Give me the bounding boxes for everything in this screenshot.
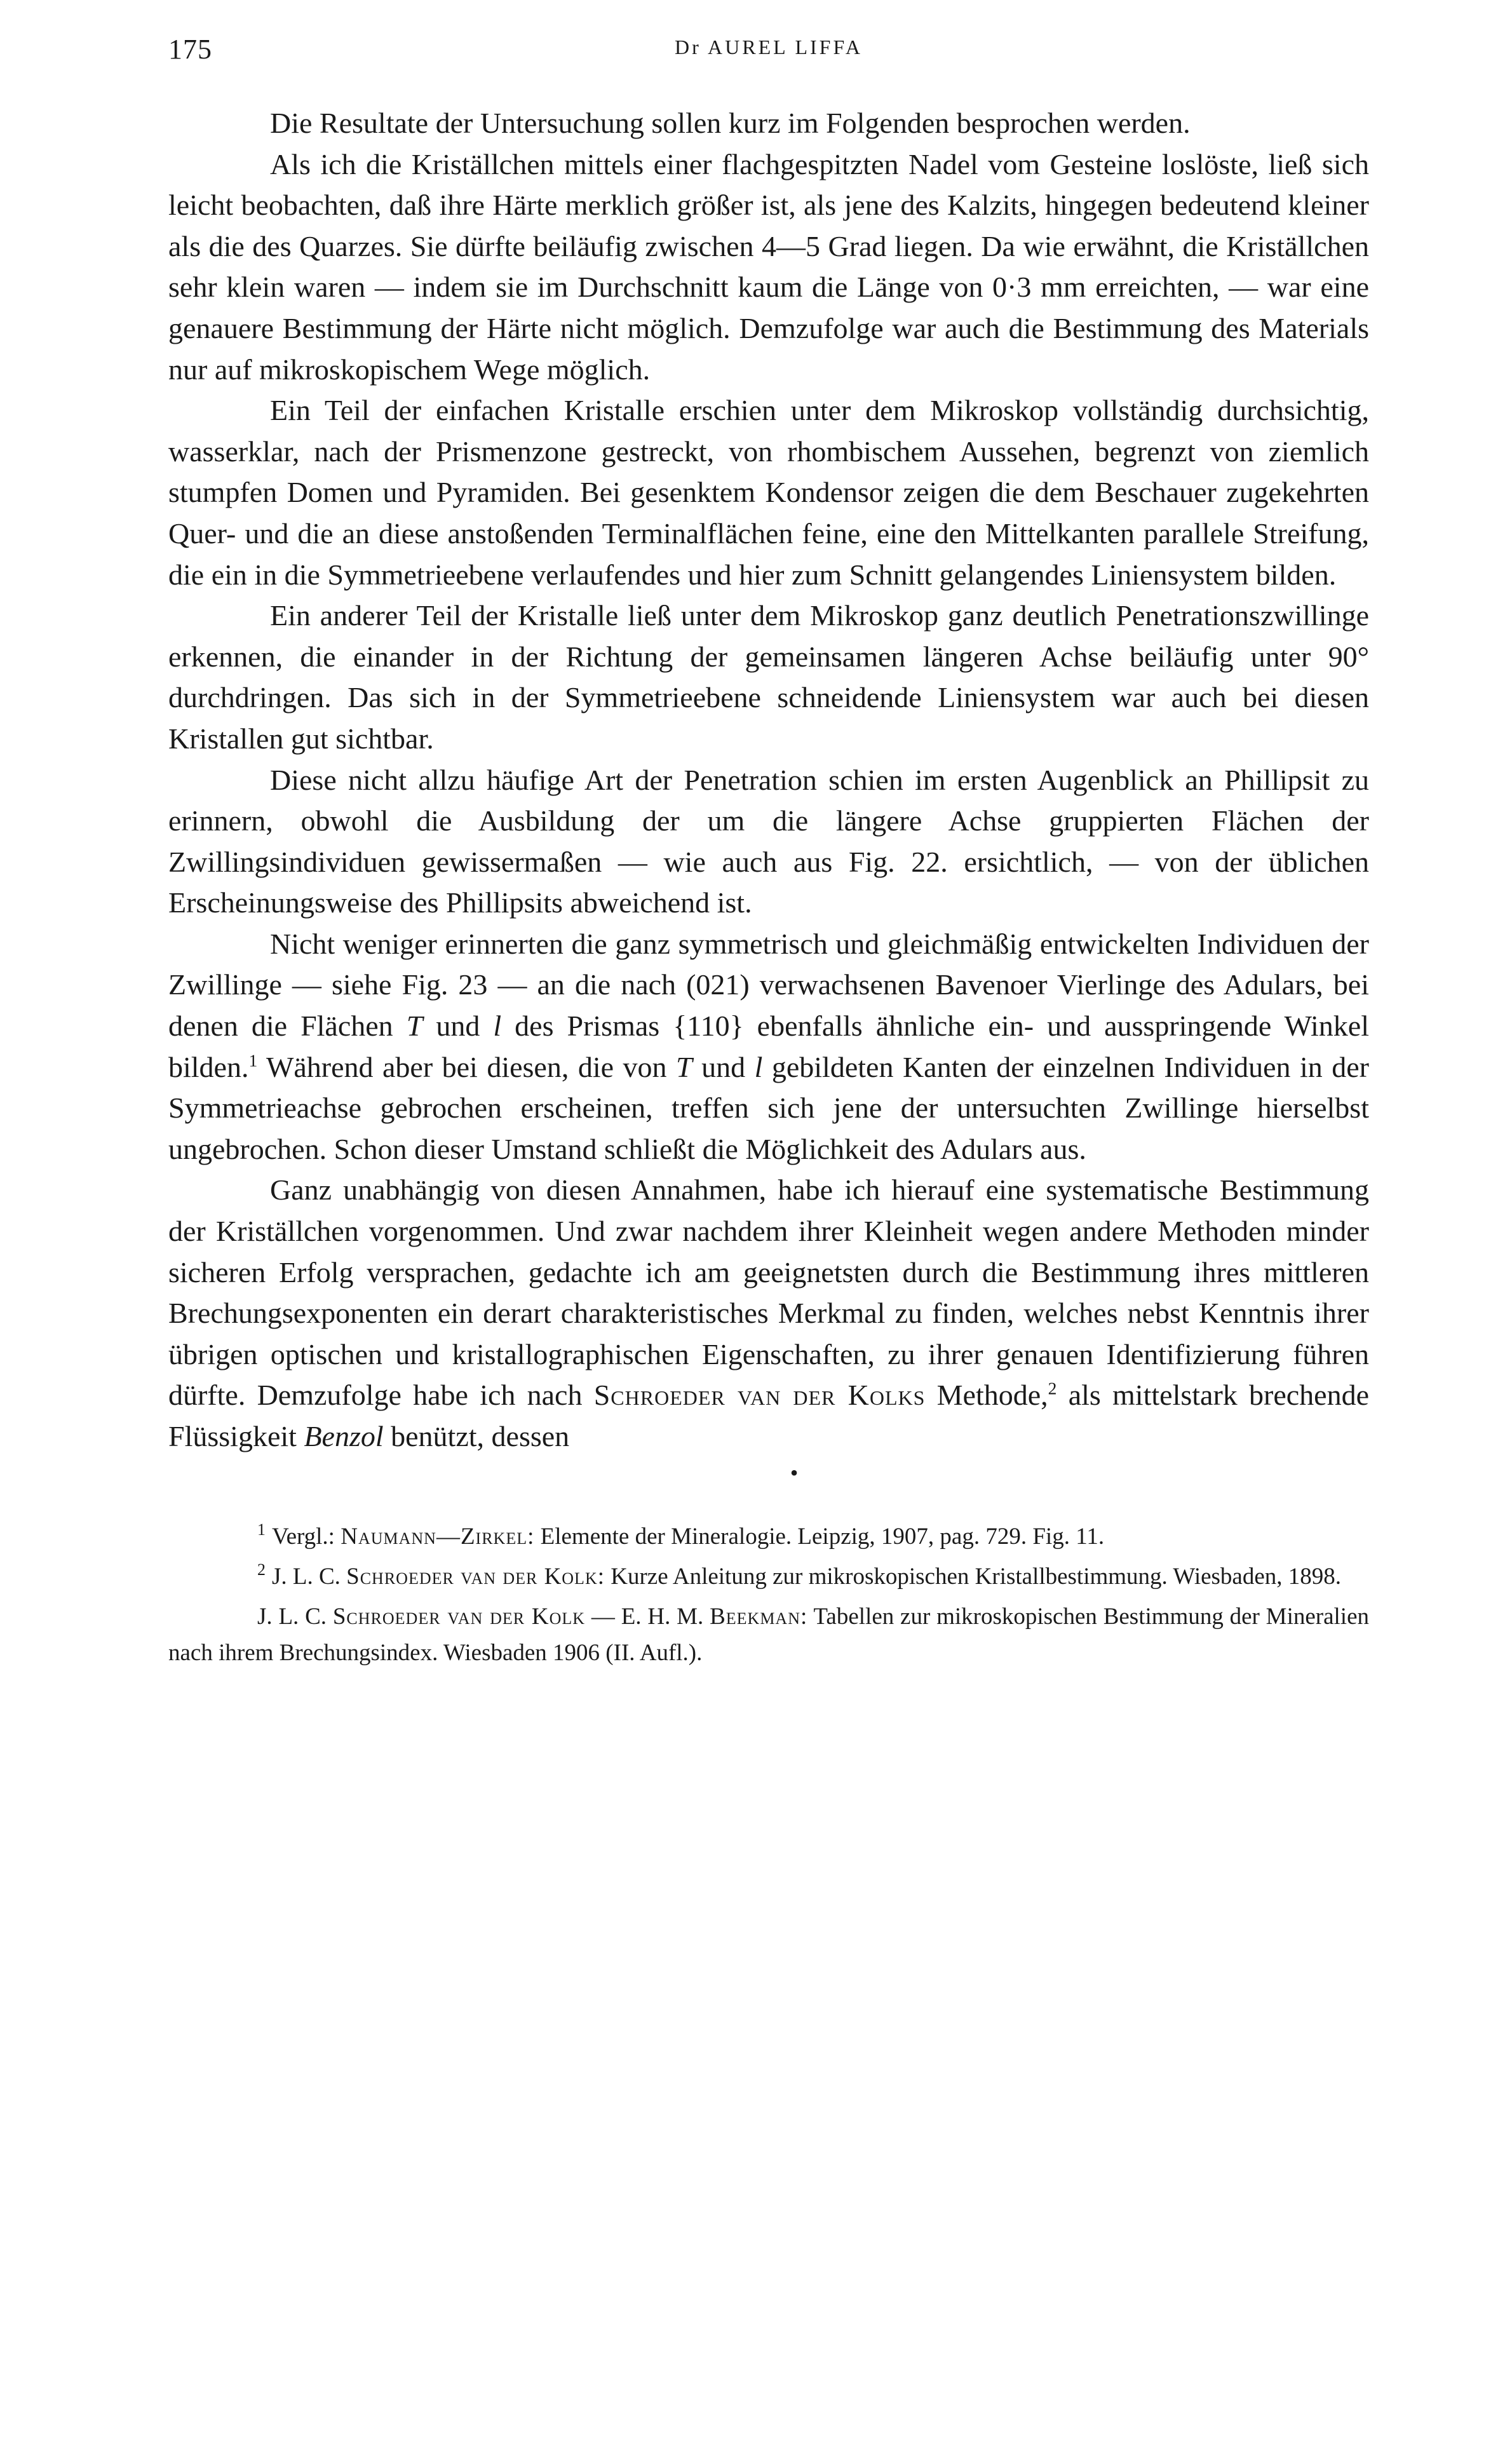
text-run: — E. H. M. — [585, 1603, 710, 1630]
text-run: Elemente der Mineralogie. Leipzig, 1907, pag. 729. Fig. 11. — [534, 1523, 1105, 1550]
paragraph: Die Resultate der Untersuchung sollen kurz im Folgenden besprochen werden. — [270, 107, 1191, 139]
page-header — [168, 30, 1369, 81]
text-run: gebildeten Kanten der einzelnen Individuen in der Symmetrieachse gebrochen erscheinen, treffen sich jene der untersuchten Zwillinge hierselbst ungebrochen. Schon dieser Umstand schließt die Möglichkeit des Adulars aus. — [168, 1050, 1370, 1165]
text-run: Nicht weniger erinnerten die ganz symmetrisch und gleichmäßig entwickelten Individuen der Zwillinge — siehe Fig. 23 — an die nach (021) verwachsenen Bavenoer Vierlinge des Adulars, bei denen die Flächen — [168, 927, 1369, 1043]
footnote — [168, 1559, 1369, 1595]
text-run: als mittelstark brechende Flüssigkeit — [168, 1379, 1369, 1452]
paragraph: Ein Teil der einfachen Kristalle erschien unter dem Mikroskop vollständig durchsichtig, wasserklar, nach der Prismenzone gestreckt, von rhombischem Aussehen, begrenzt von ziemlich stumpfen Domen und Pyramiden. Bei gesenktem Kondensor zeigen die dem Beschauer zugekehrten Quer- und die an diese anstoßenden Terminalflächen feine, eine den Mittelkanten parallele Streifung, die ein in die Symmetrieebene verlaufendes und hier zum Schnitt gelangendes Liniensystem bilden. — [168, 394, 1369, 591]
text-run: Kurze Anleitung zur mikroskopischen Kristallbestimmung. Wiesbaden, 1898. — [605, 1563, 1342, 1590]
paragraph: Als ich die Kriställchen mittels einer flachgespitzten Nadel vom Gesteine loslöste, ließ sich leicht beobachten, daß ihre Härte merklich größer ist, als jene des Kalzits, hingegen bedeutend kleiner als die des Quarzes. Sie dürfte beiläufig zwischen 4—5 Grad liegen. Da wie erwähnt, die Kriställchen sehr klein waren — indem sie im Durchschnitt kaum die Länge von 0·3 mm erreichten, — war eine genauere Bestimmung der Härte nicht möglich. Demzufolge war auch die Bestimmung des Materials nur auf mikroskopischem Wege möglich. — [168, 147, 1369, 386]
footnote-number: 1 — [257, 1520, 266, 1539]
paragraph: Diese nicht allzu häufige Art der Penetration schien im ersten Augenblick an Phillipsit zu erinnern, obwohl die Ausbildung der um die längere Achse gruppierten Flächen der Zwillingsindividuen gewissermaßen — wie auch aus Fig. 22. ersichtlich, — von der üblichen Erscheinungsweise des Phillipsits abweichend ist. — [168, 763, 1369, 919]
running-head: Dr AUREL LIFFA — [675, 36, 863, 58]
text-run: und — [422, 1010, 494, 1043]
text-run: J. L. C. — [271, 1563, 347, 1590]
text-run: Ganz unabhängig von diesen Annahmen, habe ich hierauf eine systematische Bestimmung der Kriställchen vorgenommen. Und zwar nachdem ihrer Kleinheit wegen andere Methoden minder sicheren Erfolg versprachen, gedachte ich am geeignetsten durch die Bestimmung ihres mittleren Brechungsexponenten ein derart charakteristisches Merkmal zu finden, welches nebst Kenntnis ihrer übrigen optischen und kristallographischen Eigenschaften, zu ihrer genauen Identifizierung führen dürfte. Demzufolge habe ich nach — [168, 1173, 1369, 1412]
text-run: J. L. C. — [257, 1603, 333, 1630]
italic-symbol: T — [676, 1050, 692, 1083]
bullet-mark: • — [790, 1459, 799, 1485]
body-text — [168, 103, 1369, 1457]
text-run: und — [692, 1050, 755, 1083]
author-name: Schroeder van der Kolk: — [346, 1563, 605, 1590]
document-page — [168, 30, 1369, 1675]
text-run: des Prismas {110} ebenfalls ähnliche ein- und ausspringende Winkel bilden. — [168, 1010, 1370, 1083]
italic-symbol: T — [406, 1010, 423, 1043]
italic-symbol: l — [754, 1050, 763, 1083]
paragraph: Ein anderer Teil der Kristalle ließ unter dem Mikroskop ganz deutlich Penetrationszwillinge erkennen, die einander in der Richtung der gemeinsamen längeren Achse beiläufig unter 90° durchdringen. Das sich in der Symmetrieebene schneidende Liniensystem war auch bei diesen Kristallen gut sichtbar. — [168, 599, 1369, 755]
footnote-ref: 1 — [248, 1050, 258, 1071]
footnote — [168, 1599, 1369, 1671]
author-name: Schroeder van der Kolks — [593, 1379, 926, 1412]
author-name: Naumann—Zirkel: — [341, 1523, 535, 1550]
footnote-ref: 2 — [1048, 1379, 1057, 1399]
text-run: Während aber bei diesen, die von — [257, 1050, 677, 1083]
paragraph — [168, 1170, 1369, 1457]
italic-term: Benzol — [304, 1420, 384, 1452]
footnote-number: 2 — [257, 1560, 266, 1579]
footnote — [168, 1518, 1369, 1555]
text-run: benützt, dessen — [383, 1420, 570, 1452]
footnotes — [168, 1518, 1369, 1671]
text-run: Vergl.: — [271, 1523, 341, 1550]
author-name: Schroeder van der Kolk — [332, 1603, 586, 1630]
page-number: 175 — [168, 34, 212, 65]
italic-symbol: l — [493, 1010, 502, 1043]
paragraph — [168, 924, 1369, 1170]
text-run: Tabellen zur mikroskopischen Bestimmung der Mineralien nach ihrem Brechungsindex. Wiesbaden 1906 (II. Aufl.). — [168, 1603, 1369, 1666]
text-run: Methode, — [925, 1379, 1048, 1412]
author-name: Beekman: — [710, 1603, 808, 1630]
